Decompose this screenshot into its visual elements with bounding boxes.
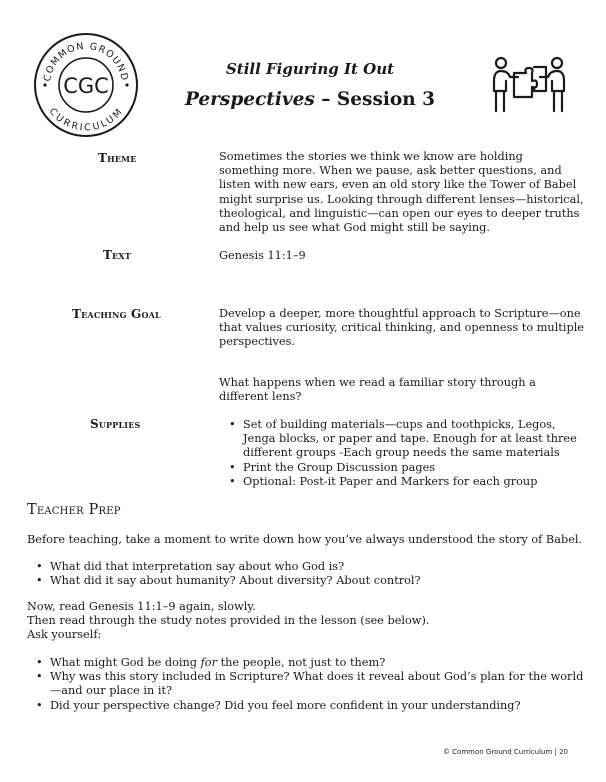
teacher-prep-line-2: Then read through the study notes provided in the lesson (see below).	[27, 614, 430, 627]
series-title: Still Figuring It Out	[225, 60, 395, 78]
list-item: • What did it say about humanity? About diversity? About control?	[36, 574, 586, 588]
list-text: the people, not just to them?	[217, 656, 386, 669]
svg-text:CURRICULUM	[47, 106, 126, 133]
list-text: What might God be doing	[50, 656, 201, 669]
teacher-prep-line-1: Now, read Genesis 11:1–9 again, slowly.	[27, 600, 256, 613]
teaching-goal-text: Develop a deeper, more thoughtful approach to Scripture—one that values curiosity, critical thinking, and openness to multiple perspectives.	[219, 307, 584, 349]
text-label: Text	[103, 248, 131, 262]
session-title	[176, 89, 444, 110]
session-title-italic: Perspectives	[184, 89, 315, 110]
list-item: • What did that interpretation say about who God is?	[36, 560, 586, 574]
teacher-prep-line-3: Ask yourself:	[27, 628, 102, 641]
supplies-list	[229, 418, 585, 489]
logo-ring-top: COMMON GROUND	[42, 40, 130, 83]
supplies-label: Supplies	[90, 417, 141, 431]
list-item	[36, 656, 586, 670]
list-emphasis: for	[200, 656, 218, 669]
page-footer: © Common Ground Curriculum | 20	[442, 748, 568, 756]
list-item: • Why was this story included in Scripture? What does it reveal about God’s plan for the world—and our place in it?	[36, 670, 586, 698]
cgc-logo	[33, 32, 139, 138]
teacher-prep-intro: Before teaching, take a moment to write down how you’ve always understood the story of Babel.	[27, 533, 583, 546]
session-title-rest: – Session 3	[314, 89, 436, 110]
list-item: • Did your perspective change? Did you feel more confident in your understanding?	[36, 699, 586, 713]
theme-text: Sometimes the stories we think we know are holding something more. When we pause, ask better questions, and listen with new ears, even an old story like the Tower of Babel might surprise us. Looking through different lenses—historical, theological, and linguistic—can open our eyes to deeper truths and help us see what God might still be saying.	[219, 150, 584, 235]
teacher-prep-list-1	[36, 560, 586, 588]
theme-label: Theme	[98, 151, 137, 165]
list-item: • Print the Group Discussion pages	[229, 461, 585, 475]
logo-ring-bottom: CURRICULUM	[46, 106, 126, 134]
teacher-prep-heading: Teacher Prep	[27, 502, 121, 518]
logo-initials: CGC	[63, 74, 109, 98]
list-item: • Optional: Post-it Paper and Markers for each group	[229, 475, 585, 489]
teaching-goal-question: What happens when we read a familiar story through a different lens?	[219, 376, 536, 404]
teacher-prep-list-2	[36, 656, 586, 713]
teaching-goal-label: Teaching Goal	[72, 307, 161, 321]
text-value: Genesis 11:1–9	[219, 249, 306, 262]
people-holding-puzzle-icon	[490, 55, 568, 113]
list-item: • Set of building materials—cups and toothpicks, Legos, Jenga blocks, or paper and tape. Enough for at least three different groups -Each group needs the same materials	[229, 418, 585, 461]
